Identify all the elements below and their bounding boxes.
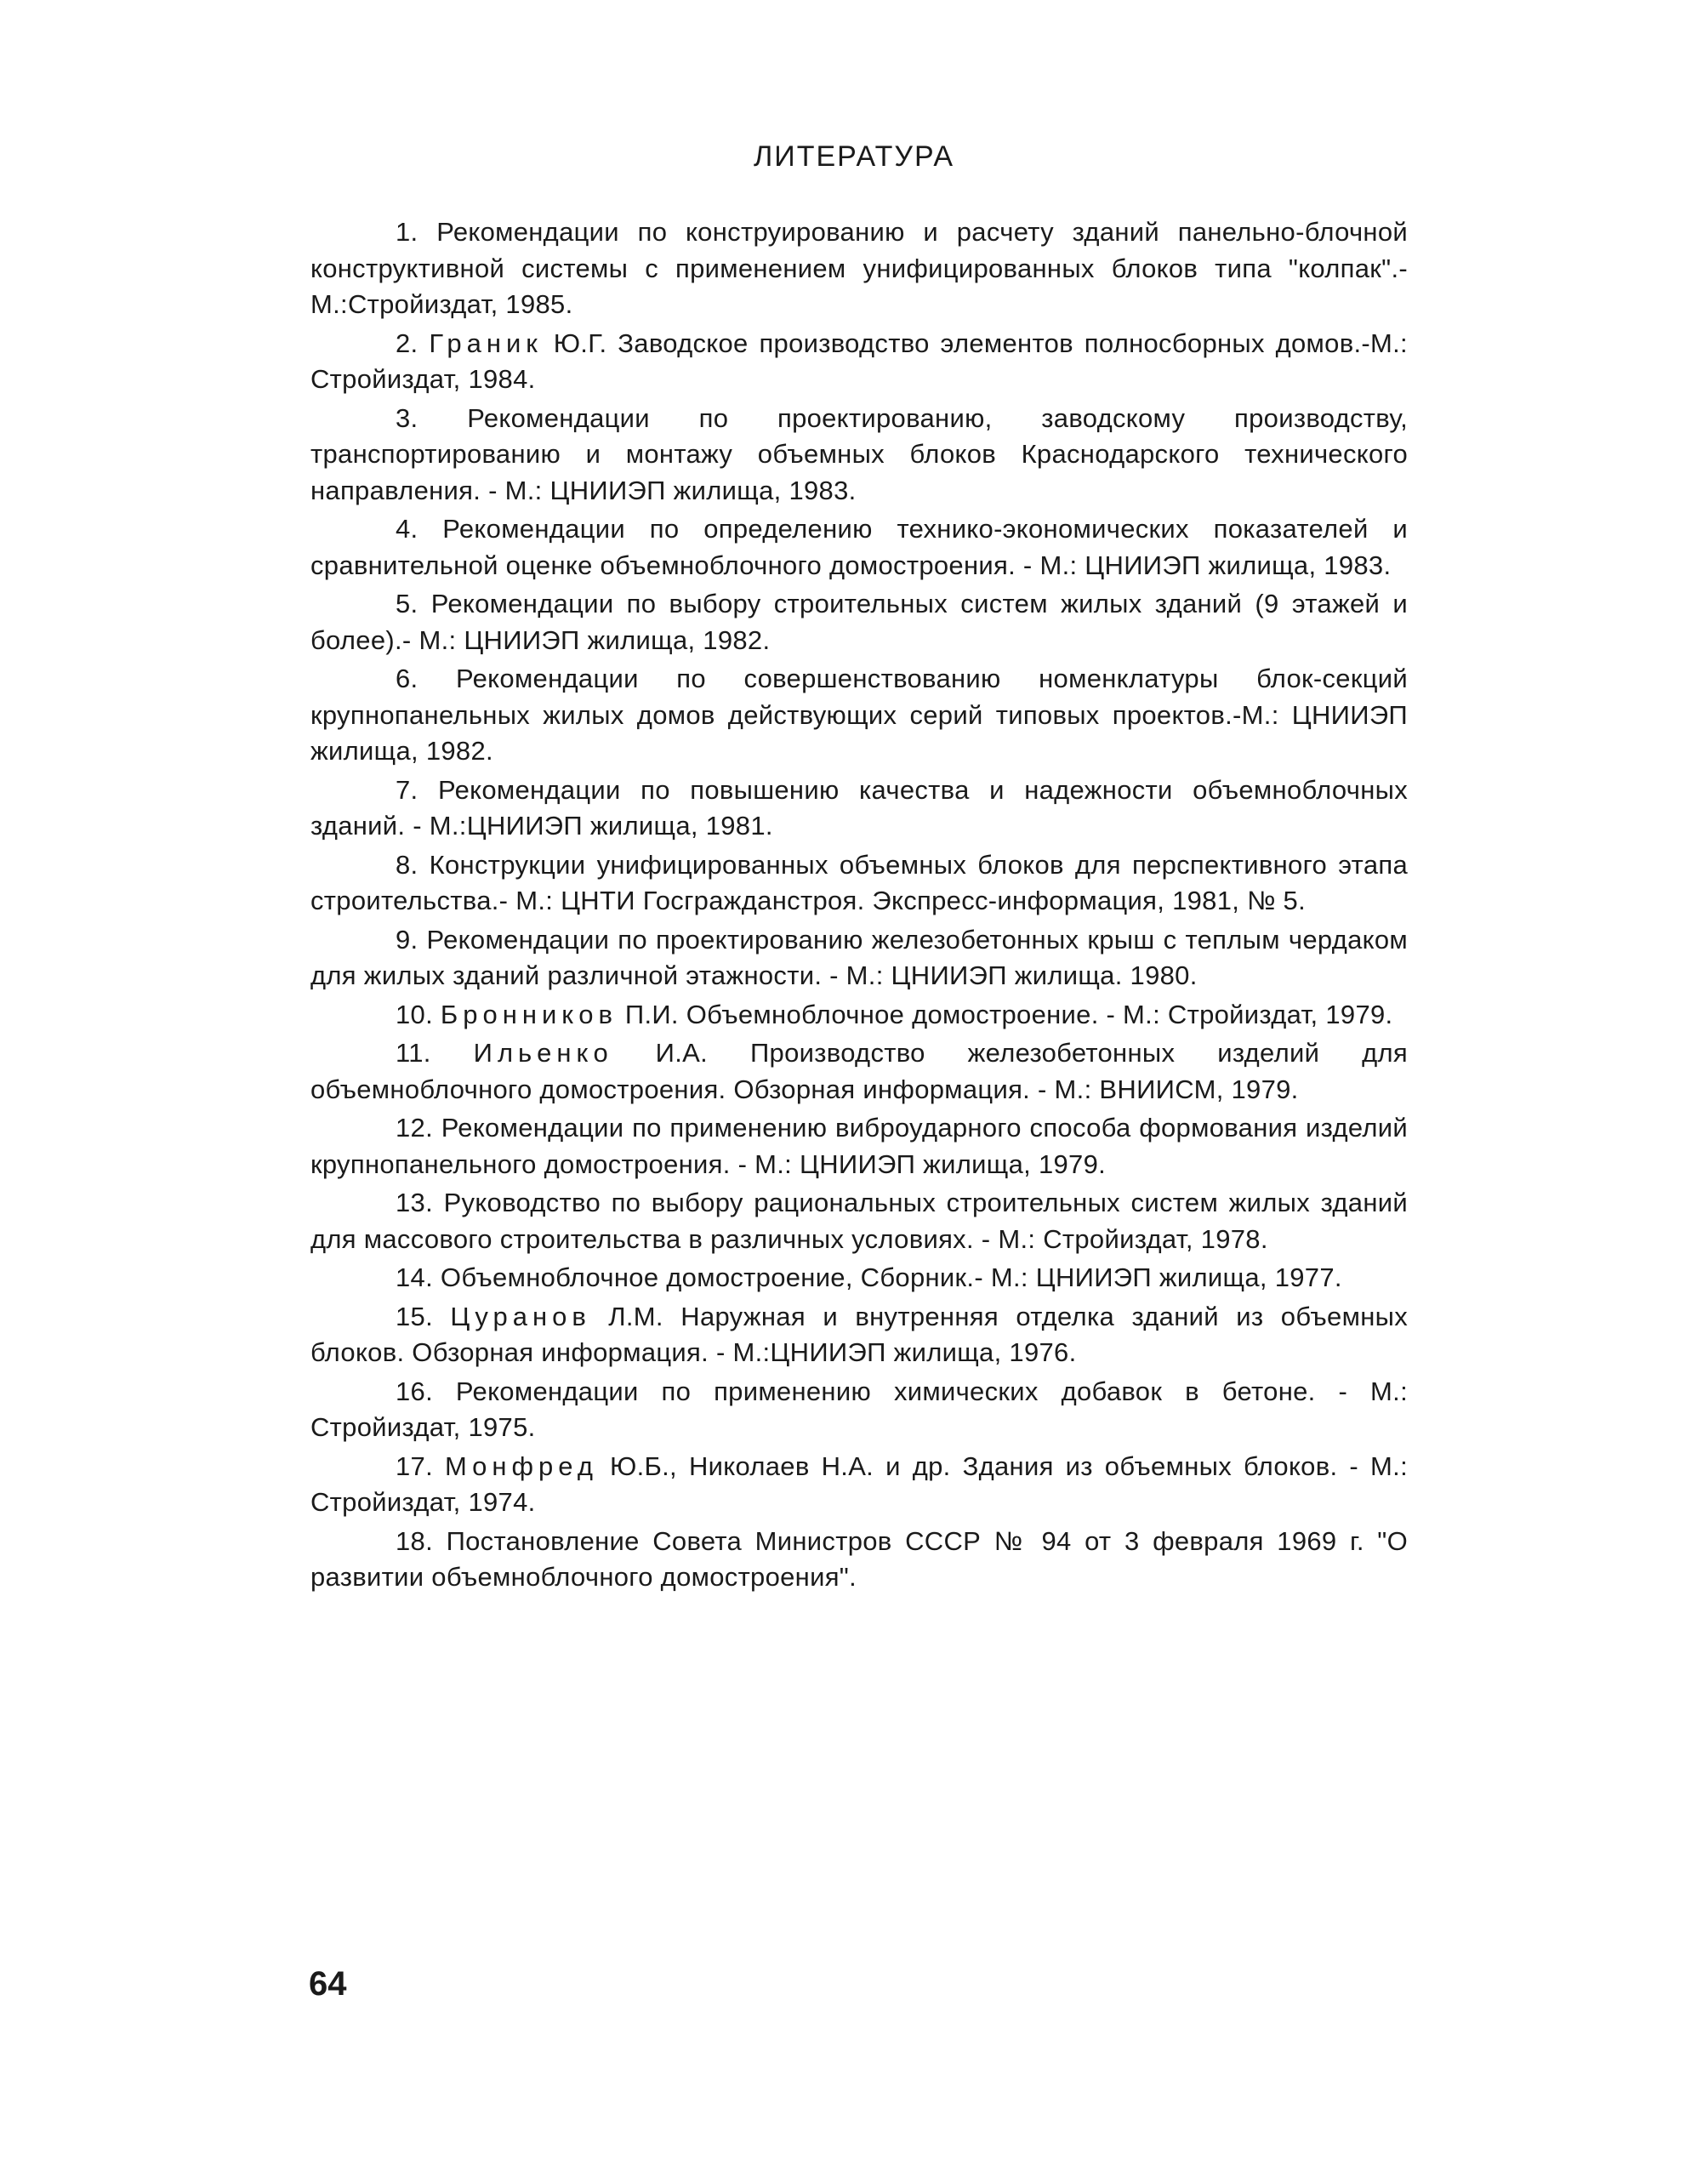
reference-item bbox=[310, 847, 1408, 920]
reference-text: Рекомендации по повышению качества и надежности объемноблочных зданий. - М.:ЦНИИЭП жилища, 1981. bbox=[310, 774, 1408, 841]
reference-text: Ю.Г. Заводское производство элементов полносборных домов.-М.: Стройиздат, 1984. bbox=[310, 328, 1408, 394]
reference-item bbox=[310, 1035, 1408, 1108]
reference-item bbox=[310, 922, 1408, 995]
reference-item bbox=[310, 1260, 1408, 1297]
reference-item bbox=[310, 586, 1408, 658]
reference-item bbox=[310, 326, 1408, 398]
reference-author: Цуранов bbox=[450, 1301, 591, 1331]
reference-text: Рекомендации по выбору строительных систем жилых зданий (9 этажей и более).- М.: ЦНИИЭП жилища, 1982. bbox=[310, 589, 1409, 655]
reference-list bbox=[310, 214, 1408, 1599]
reference-number: 6. bbox=[396, 664, 418, 693]
reference-text: Рекомендации по совершенствованию номенклатуры блок-секций крупнопанельных жилых домов действующих серий типовых проектов.-М.: ЦНИИЭП жилища, 1982. bbox=[310, 664, 1409, 766]
reference-author: Монфред bbox=[445, 1450, 598, 1481]
reference-item bbox=[310, 772, 1408, 845]
reference-item bbox=[310, 1110, 1408, 1183]
reference-number: 15. bbox=[396, 1301, 433, 1331]
reference-number: 3. bbox=[396, 402, 418, 433]
reference-text: И.А. Производство железобетонных изделий для объемноблочного домостроения. Обзорная информация. - М.: ВНИИСМ, 1979. bbox=[310, 1038, 1408, 1104]
reference-item bbox=[310, 214, 1408, 323]
reference-author: Ильенко bbox=[473, 1038, 613, 1068]
reference-author: Бронников bbox=[440, 999, 618, 1029]
reference-text: П.И. Объемноблочное домостроение. - М.: Стройиздат, 1979. bbox=[624, 999, 1393, 1029]
reference-number: 5. bbox=[396, 589, 418, 618]
reference-number: 14. bbox=[396, 1262, 433, 1292]
reference-number: 13. bbox=[396, 1188, 433, 1217]
reference-item bbox=[310, 401, 1408, 510]
reference-text: Рекомендации по проектированию, заводскому производству, транспортированию и монтажу объемных блоков Краснодарского технического направления. - М.: ЦНИИЭП жилища, 1983. bbox=[310, 402, 1408, 505]
reference-number: 11. bbox=[396, 1038, 431, 1068]
reference-number: 4. bbox=[396, 514, 418, 544]
reference-number: 12. bbox=[396, 1113, 433, 1143]
reference-text: Рекомендации по проектированию железобетонных крыш с теплым чердаком для жилых зданий различной этажности. - М.: ЦНИИЭП жилища. 1980. bbox=[310, 924, 1408, 990]
reference-item bbox=[310, 1449, 1408, 1521]
reference-number: 8. bbox=[396, 849, 418, 880]
reference-number: 7. bbox=[396, 774, 418, 805]
reference-text: Л.М. Наружная и внутренняя отделка зданий из объемных блоков. Обзорная информация. - М.:ЦНИИЭП жилища, 1976. bbox=[310, 1301, 1408, 1367]
reference-text: Рекомендации по конструированию и расчету зданий панельно-блочной конструктивной системы с применением унифицированных блоков типа "колпак".-М.:Стройиздат, 1985. bbox=[310, 217, 1408, 319]
reference-item bbox=[310, 1524, 1408, 1596]
reference-text: Ю.Б., Николаев Н.А. и др. Здания из объемных блоков. - М.: Стройиздат, 1974. bbox=[310, 1450, 1408, 1517]
reference-number: 2. bbox=[396, 328, 418, 358]
reference-text: Рекомендации по определению технико-экономических показателей и сравнительной оценке объемноблочного домостроения. - М.: ЦНИИЭП жилища, 1983. bbox=[310, 514, 1408, 580]
reference-item bbox=[310, 1185, 1408, 1257]
reference-number: 10. bbox=[396, 999, 433, 1029]
reference-item bbox=[310, 997, 1408, 1034]
reference-number: 18. bbox=[396, 1525, 433, 1556]
reference-number: 1. bbox=[396, 217, 418, 247]
reference-item bbox=[310, 1374, 1408, 1446]
page-number: 64 bbox=[309, 1965, 347, 2003]
page-title: ЛИТЕРАТУРА bbox=[753, 140, 955, 173]
reference-text: Рекомендации по применению виброударного способа формования изделий крупнопанельного домостроения. - М.: ЦНИИЭП жилища, 1979. bbox=[310, 1113, 1408, 1179]
reference-item bbox=[310, 1299, 1408, 1371]
reference-item bbox=[310, 661, 1408, 770]
reference-number: 9. bbox=[396, 924, 418, 955]
reference-number: 16. bbox=[396, 1376, 433, 1406]
reference-text: Рекомендации по применению химических добавок в бетоне. - М.: Стройиздат, 1975. bbox=[310, 1376, 1408, 1442]
reference-number: 17. bbox=[396, 1450, 433, 1481]
reference-author: Граник bbox=[429, 328, 543, 358]
reference-text: Конструкции унифицированных объемных блоков для перспективного этапа строительства.- М.: ЦНТИ Госгражданстроя. Экспресс-информация, 1981, № 5. bbox=[310, 849, 1408, 915]
reference-text: Объемноблочное домостроение, Сборник.- М.: ЦНИИЭП жилища, 1977. bbox=[440, 1262, 1342, 1292]
reference-text: Руководство по выбору рациональных строительных систем жилых зданий для массового строительства в различных условиях. - М.: Стройиздат, 1978. bbox=[310, 1188, 1408, 1254]
reference-item bbox=[310, 511, 1408, 584]
reference-text: Постановление Совета Министров СССР № 94 от 3 февраля 1969 г. "О развитии объемноблочного домостроения". bbox=[310, 1525, 1409, 1592]
